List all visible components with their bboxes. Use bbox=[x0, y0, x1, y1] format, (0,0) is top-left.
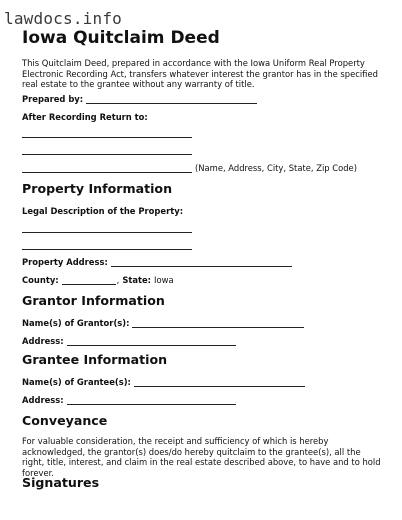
grantee-address-field[interactable] bbox=[67, 395, 236, 405]
grantor-names-row bbox=[22, 318, 304, 328]
conveyance-paragraph: For valuable consideration, the receipt and sufficiency of which is hereby acknowledged, the grantor(s) does/do hereby quitclaim to the grantee(s), all the right, title, interest, and claim in the real estate described above, to have and to hold forever. bbox=[22, 436, 381, 478]
county-label: County: bbox=[22, 275, 59, 285]
grantee-names-label: Name(s) of Grantee(s): bbox=[22, 377, 131, 387]
signatures-heading: Signatures bbox=[22, 475, 100, 490]
after-recording-row bbox=[22, 112, 148, 122]
legal-description-label: Legal Description of the Property: bbox=[22, 206, 184, 216]
property-address-row bbox=[22, 257, 292, 267]
grantor-address-row bbox=[22, 336, 236, 346]
grantor-names-label: Name(s) of Grantor(s): bbox=[22, 318, 130, 328]
address-format-note: (Name, Address, City, State, Zip Code) bbox=[195, 163, 357, 173]
grantor-names-field[interactable] bbox=[132, 318, 304, 328]
county-field[interactable] bbox=[62, 275, 116, 285]
grantee-address-label: Address: bbox=[22, 395, 64, 405]
grantee-names-field[interactable] bbox=[134, 377, 305, 387]
county-separator: , bbox=[116, 275, 120, 285]
site-watermark: lawdocs.info bbox=[4, 9, 122, 28]
document-title: Iowa Quitclaim Deed bbox=[22, 28, 220, 48]
intro-paragraph: This Quitclaim Deed, prepared in accordance with the Iowa Uniform Real Property Electronic Recording Act, transfers whatever interest the grantor has in the specified real estate to the grantee without any warranty of title. bbox=[22, 58, 378, 90]
return-to-line-3-row bbox=[22, 163, 357, 173]
conveyance-heading: Conveyance bbox=[22, 413, 108, 428]
property-info-heading: Property Information bbox=[22, 181, 173, 196]
state-value: Iowa bbox=[154, 275, 174, 285]
prepared-by-label: Prepared by: bbox=[22, 94, 84, 104]
return-to-line-3[interactable] bbox=[22, 163, 192, 173]
legal-description-row bbox=[22, 206, 183, 216]
return-to-line-1[interactable] bbox=[22, 137, 192, 138]
after-recording-label: After Recording Return to: bbox=[22, 112, 148, 122]
legal-description-line-2[interactable] bbox=[22, 249, 192, 250]
prepared-by-row bbox=[22, 94, 257, 104]
grantor-info-heading: Grantor Information bbox=[22, 293, 165, 308]
return-to-line-2[interactable] bbox=[22, 154, 192, 155]
property-address-field[interactable] bbox=[111, 257, 292, 267]
state-label: State: bbox=[122, 275, 152, 285]
legal-description-line-1[interactable] bbox=[22, 232, 192, 233]
grantor-address-field[interactable] bbox=[67, 336, 236, 346]
county-state-row bbox=[22, 275, 174, 285]
grantee-names-row bbox=[22, 377, 305, 387]
grantee-info-heading: Grantee Information bbox=[22, 352, 168, 367]
grantee-address-row bbox=[22, 395, 236, 405]
prepared-by-field[interactable] bbox=[86, 94, 257, 104]
grantor-address-label: Address: bbox=[22, 336, 64, 346]
property-address-label: Property Address: bbox=[22, 257, 108, 267]
